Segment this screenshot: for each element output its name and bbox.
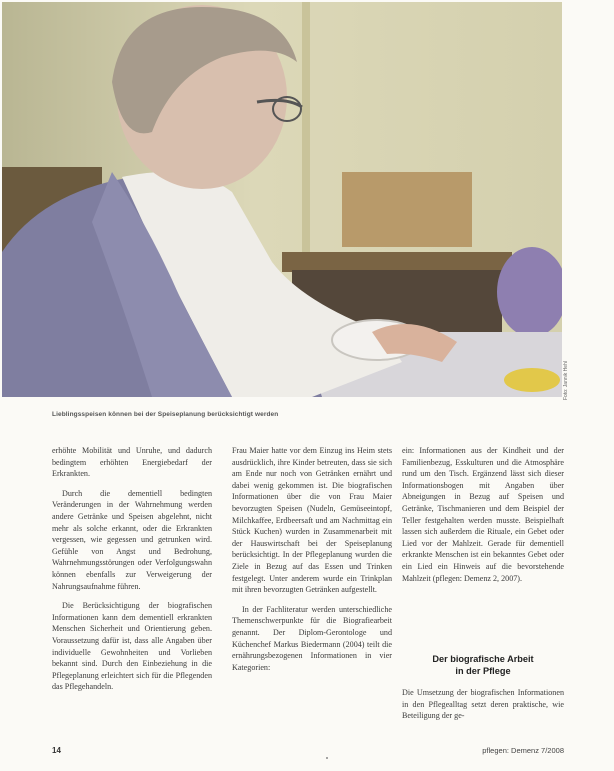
paragraph: Frau Maier hatte vor dem Einzug ins Heim stets ausdrücklich, ihre Kinder betreuten, dass sie sich am Ende nur noch von Getränken ernährt und dabei wenig gekommen ist. Die biografischen Informationen über die von Frau Maier bevorzugten Speisen (Nudeln, Gemüseeintopf, Milchkaffee, Erdbeersaft und am Nachmittag ein Stück Kuchen) wurden in Zusammenarbeit mit der Hauswirtschaft bei der Speiseplanung berücksichtigt. In der Pflegeplanung wurden die Ziele in Bezug auf das Essen und Trinken festgelegt. Unter anderem wurde ein Trinkplan mit ihren bevorzugten Getränken aufgestellt. — [232, 446, 392, 595]
paragraph: In der Fachliteratur werden unterschiedliche Themenschwerpunkte für die Biografiearbeit genannt. Der Diplom-Gerontologe und Küchenchef Markus Biedermann (2004) teilt die ernährungsbezogenen Informationen in vier Kategorien: — [232, 604, 392, 672]
photo-caption: Lieblingsspeisen können bei der Speiseplanung berücksichtigt werden — [52, 411, 279, 418]
elderly-woman-photo — [2, 2, 562, 397]
page-number: 14 — [52, 746, 61, 755]
paragraph: Durch die dementiell bedingten Veränderungen in der Wahrnehmung werden andere Getränke und Speisen abgelehnt, nicht mehr als solche erkannt, oder die Erkrankten vergessen, wie gegessen und getrunken wird. Gefühle von Angst und Bedrohung, Wahrnehmungsstörungen oder Verfolgungswahn können ebenfalls zur Verweigerung der Nahrungsaufnahme führen. — [52, 488, 212, 591]
column-3-continued: Die Umsetzung der biografischen Informationen in den Pflegealltag setzt deren praktische, wie Beteiligung der ge- — [402, 688, 564, 721]
journal-name: pflegen: Demenz 7/2008 — [482, 746, 564, 755]
heading-line-1: Der biografische Arbeit — [432, 654, 534, 664]
column-1 — [52, 445, 212, 701]
heading-line-2: in der Pflege — [455, 666, 511, 676]
paragraph: erhöhte Mobilität und Unruhe, und dadurch bedingtem erhöhten Energiebedarf der Erkrankten. — [52, 446, 212, 479]
paragraph: Die Berücksichtigung der biografischen Informationen kann dem dementiell erkrankten Menschen Sicherheit und Orientierung geben. Voraussetzung dafür ist, dass alle Angaben über individuelle Gewohnheiten und Vorlieben bekannt sind. Durch den Einbeziehung in die Pflegeplanung erleichtert sich für die Pflegenden das Pflegehandeln. — [52, 601, 212, 692]
paragraph: ein: Informationen aus der Kindheit und der Familienbezug, Esskulturen und die Atmosphäre rund um den Tisch. Ergänzend lässt sich dieser Informationsbogen mit Angaben über Abneigungen in Bezug auf Speisen und Getränke, Tischmanieren und dem Beispiel der Teller festgehalten werden musste. Beispielhaft lassen sich außerdem die Rituale, ein Gebet oder Lied vor der Mahlzeit. Gerade für dementiell erkrankte Menschen ist ein bekanntes Gebet oder ein Lied ein Hinweis auf die bevorstehende Mahlzeit (pflegen: Demenz 2, 2007). — [402, 446, 564, 583]
column-3 — [402, 445, 564, 592]
page-mark — [326, 757, 328, 759]
photo-credit: Foto: Jannik Hehl — [563, 361, 569, 400]
column-2 — [232, 445, 392, 681]
section-heading — [402, 653, 564, 677]
photo — [2, 2, 562, 397]
